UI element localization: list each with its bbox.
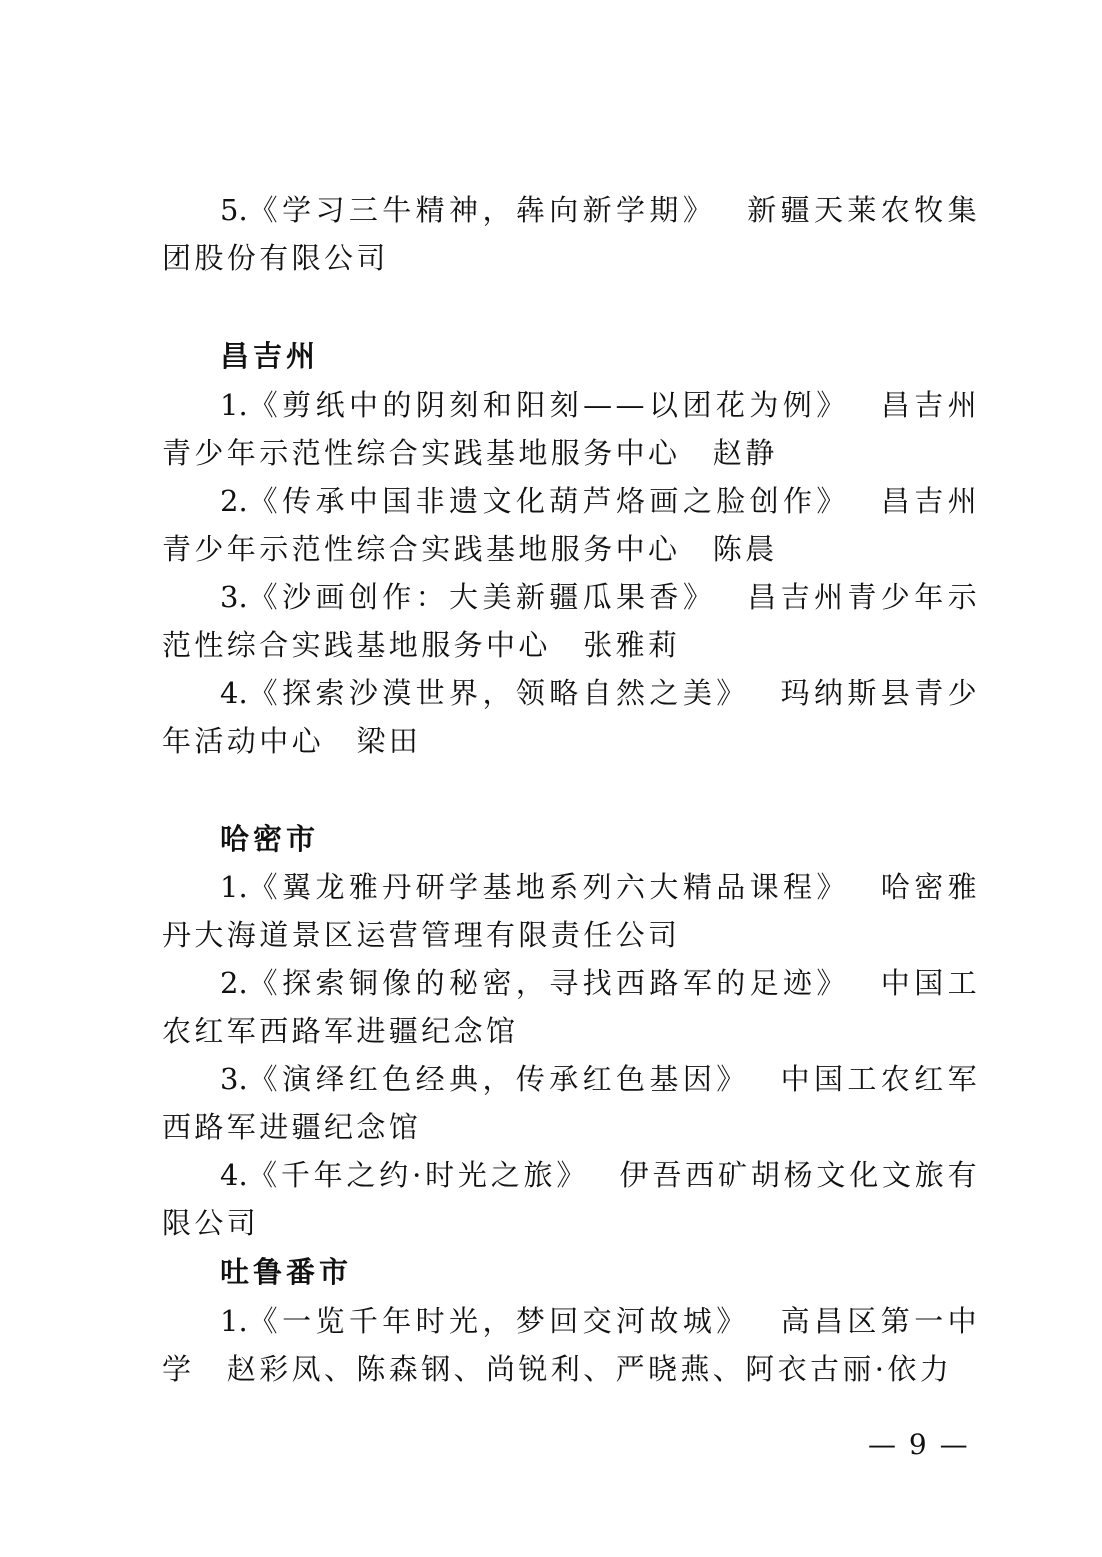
region-heading-turpan: 吐鲁番市 [220, 1255, 353, 1289]
entry-org: 哈密雅丹大海道景区运营管理有限责任公司 [162, 870, 981, 952]
entry-title: 《学习三牛精神，犇向新学期》 [247, 193, 717, 227]
entry-title: 《探索铜像的秘密，寻找西路军的足迹》 [247, 966, 850, 1000]
entry-number: 3. [220, 1062, 248, 1096]
entry-title: 《传承中国非遗文化葫芦烙画之脸创作》 [247, 484, 850, 518]
entry-number: 3. [220, 580, 248, 614]
entry-title: 《剪纸中的阴刻和阳刻——以团花为例》 [247, 388, 850, 422]
entry-title: 《一览千年时光，梦回交河故城》 [247, 1304, 750, 1338]
entry-2-2 [162, 959, 980, 1055]
entry-1-2 [162, 477, 980, 573]
entry-org: 高昌区第一中学 赵彩凤、陈森钢、尚锐利、严晓燕、阿衣古丽·依力 [162, 1304, 980, 1386]
entry-number: 1. [220, 870, 248, 904]
entry-3-1 [162, 1297, 980, 1393]
entry-1-4 [162, 669, 980, 765]
entry-2-4 [162, 1151, 980, 1247]
entry-number: 2. [220, 966, 248, 1000]
entry-org: 昌吉州青少年示范性综合实践基地服务中心 赵静 [162, 388, 981, 470]
entry-org: 玛纳斯县青少年活动中心 梁田 [162, 676, 980, 758]
entry-title: 《千年之约·时光之旅》 [247, 1158, 590, 1192]
entry-org: 昌吉州青少年示范性综合实践基地服务中心 张雅莉 [162, 580, 980, 662]
entry-org: 昌吉州青少年示范性综合实践基地服务中心 陈晨 [162, 484, 981, 566]
region-heading-hami: 哈密市 [220, 822, 320, 856]
entry-number: 1. [220, 388, 248, 422]
entry-org: 中国工农红军西路军进疆纪念馆 [162, 1062, 980, 1144]
entry-1-1 [162, 381, 980, 477]
entry-2-3 [162, 1055, 980, 1151]
entry-1-3 [162, 573, 980, 669]
entry-title: 《演绎红色经典，传承红色基因》 [247, 1062, 750, 1096]
entry-number: 4. [220, 1158, 248, 1192]
entry-0-1 [162, 186, 980, 282]
entry-2-1 [162, 863, 980, 959]
entry-org: 伊吾西矿胡杨文化文旅有限公司 [162, 1158, 981, 1240]
entry-title: 《翼龙雅丹研学基地系列六大精品课程》 [247, 870, 850, 904]
entry-number: 2. [220, 484, 248, 518]
entry-title: 《探索沙漠世界，领略自然之美》 [247, 676, 750, 710]
entry-org: 中国工农红军西路军进疆纪念馆 [162, 966, 981, 1048]
entry-org: 新疆天莱农牧集团股份有限公司 [162, 193, 980, 275]
page-number: — 9 — [868, 1428, 970, 1461]
region-heading-changji: 昌吉州 [220, 339, 320, 373]
entry-number: 1. [220, 1304, 248, 1338]
entry-number: 4. [220, 676, 248, 710]
entry-title: 《沙画创作：大美新疆瓜果香》 [247, 580, 717, 614]
entry-number: 5. [220, 193, 248, 227]
